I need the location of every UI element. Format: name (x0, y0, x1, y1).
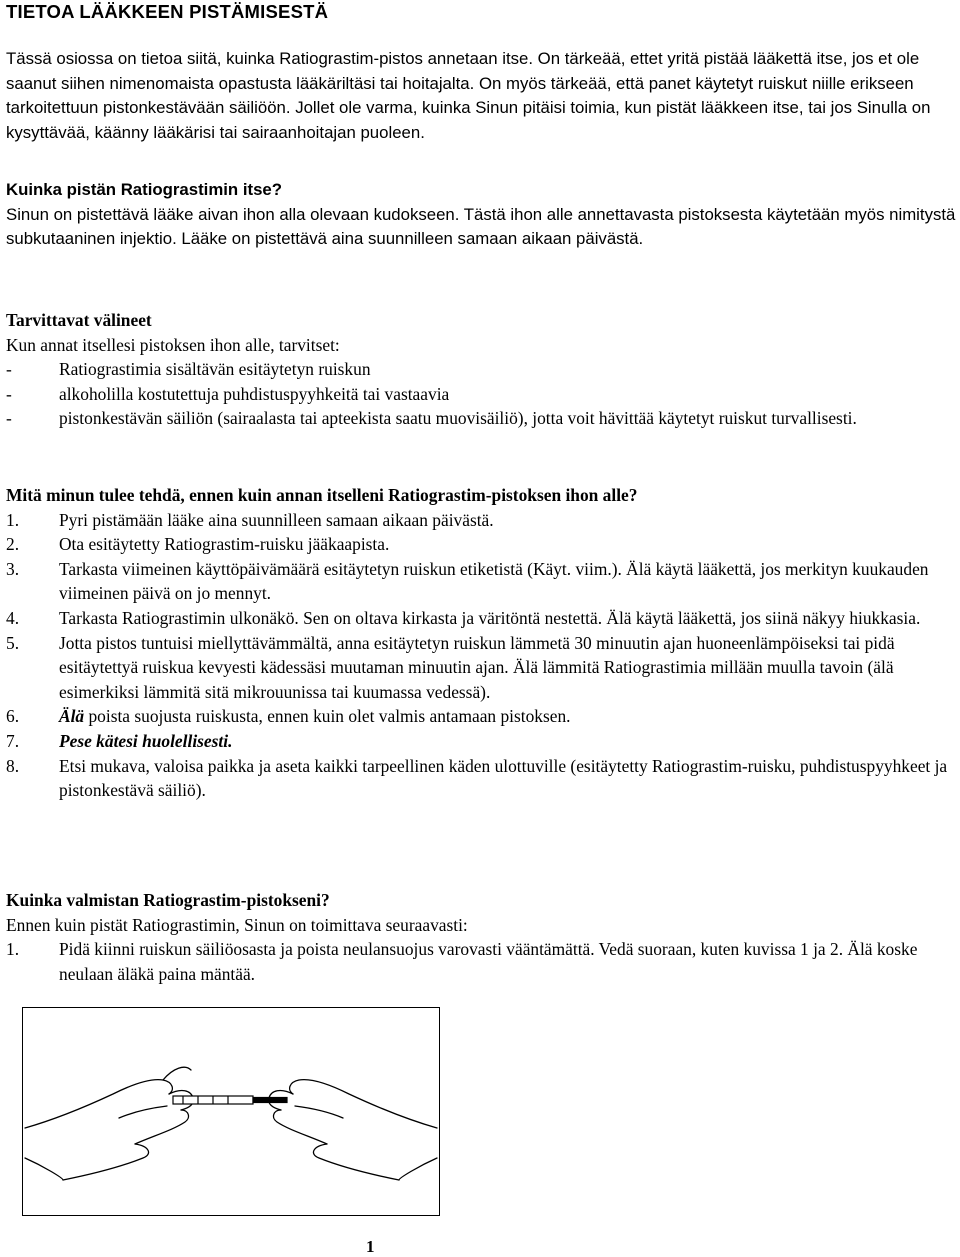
list-item: 3. Tarkasta viimeinen käyttöpäivämäärä esitäytetyn ruiskun etiketistä (Käyt. viim.). Älä käytä lääkettä, jos merkityn kuukauden viimeinen päivä on jo mennyt. (6, 558, 929, 604)
list-item: 7. Pese kätesi huolellisesti. (6, 730, 233, 751)
prepare-lead: Ennen kuin pistät Ratiograstimin, Sinun on toimittava seuraavasti: (6, 914, 468, 935)
list-item: 2. Ota esitäytetty Ratiograstim-ruisku jääkaapista. (6, 534, 390, 555)
list-item: 1. Pyri pistämään lääke aina suunnilleen samaan aikaan päivästä. (6, 509, 494, 530)
intro-sentence-1: Tässä osiossa on tietoa siitä, kuinka Ratiograstim-pistos annetaan itse. On tärkeää, ettet yritä pistää lääkettä itse, jos et ole saanut siihen nimenomaista opastusta lääkäriltäsi tai hoitajalta. (6, 49, 920, 93)
prepare-heading: Kuinka valmistan Ratiograstim-pistokseni? (6, 890, 330, 910)
page-number: 1 (366, 1237, 375, 1256)
syringe-illustration (22, 1007, 440, 1216)
how-section (6, 178, 956, 252)
prepare-section (6, 888, 956, 986)
list-item: 4. Tarkasta Ratiograstimin ulkonäkö. Sen on oltava kirkasta ja väritöntä nestettä. Älä käytä lääkettä, jos siinä näkyy hiukkasia. (6, 607, 921, 628)
equipment-heading: Tarvittavat välineet (6, 310, 152, 330)
page-title: TIETOA LÄÄKKEEN PISTÄMISESTÄ (6, 1, 329, 22)
equipment-lead: Kun annat itsellesi pistoksen ihon alle, tarvitset: (6, 334, 340, 355)
list-item: 1. Pidä kiinni ruiskun säiliöosasta ja poista neulansuojus varovasti vääntämättä. Vedä suoraan, kuten kuvissa 1 ja 2. Älä koske neulaan äläkä paina mäntää. (6, 939, 918, 984)
intro-sentence-2: On myös tärkeää, että panet käytetyt ruiskut niille erikseen tarkoitettuun pistonkestävään säiliöön. (6, 73, 914, 118)
before-section (6, 483, 956, 803)
list-item: - Ratiograstimia sisältävän esitäytetyn ruiskun (6, 359, 371, 380)
intro-sentence-3: Jollet ole varma, kuinka Sinun pitäisi toimia, kun pistät lääkkeen itse, tai jos Sinulla on kysyttävää, käänny lääkärisi tai sairaanhoitajan puoleen. (6, 98, 931, 142)
equipment-section (6, 308, 956, 431)
list-item: 8. Etsi mukava, valoisa paikka ja aseta kaikki tarpeellinen käden ulottuville (esitäytetty Ratiograstim-ruisku, puhdistuspyyhkeet ja pistonkestävä säiliö). (6, 755, 948, 801)
how-text: Sinun on pistettävä lääke aivan ihon alla olevaan kudokseen. Tästä ihon alle annettavasta pistoksesta käytetään myös nimitystä subkutaaninen injektio. Lääke on pistettävä aina suunnilleen samaan aikaan päivästä. (6, 204, 956, 249)
intro-paragraph (6, 47, 956, 145)
list-item: 5. Jotta pistos tuntuisi miellyttävämmältä, anna esitäytetyn ruiskun lämmetä 30 minuutin ajan huoneenlämpöiseksi tai pidä esitäytettyä ruiskua kevyesti kädessäsi muutaman minuutin ajan. Älä lämmitä Ratiograstimia millään muulla tavoin (älä esimerkiksi lämmitä sitä mikrouunissa tai kuumassa vedessä). (6, 632, 895, 702)
hands-holding-syringe-icon (23, 1008, 439, 1215)
list-item: - alkoholilla kostutettuja puhdistuspyyhkeitä tai vastaavia (6, 383, 450, 404)
list-item: - pistonkestävän säiliön (sairaalasta tai apteekista saatu muovisäiliö), jotta voit hävittää käytetyt ruiskut turvallisesti. (6, 408, 857, 429)
how-heading: Kuinka pistän Ratiograstimin itse? (6, 180, 283, 199)
list-item: 6. Älä poista suojusta ruiskusta, ennen kuin olet valmis antamaan pistoksen. (6, 706, 571, 727)
before-heading: Mitä minun tulee tehdä, ennen kuin annan itselleni Ratiograstim-pistoksen ihon alle? (6, 485, 638, 505)
